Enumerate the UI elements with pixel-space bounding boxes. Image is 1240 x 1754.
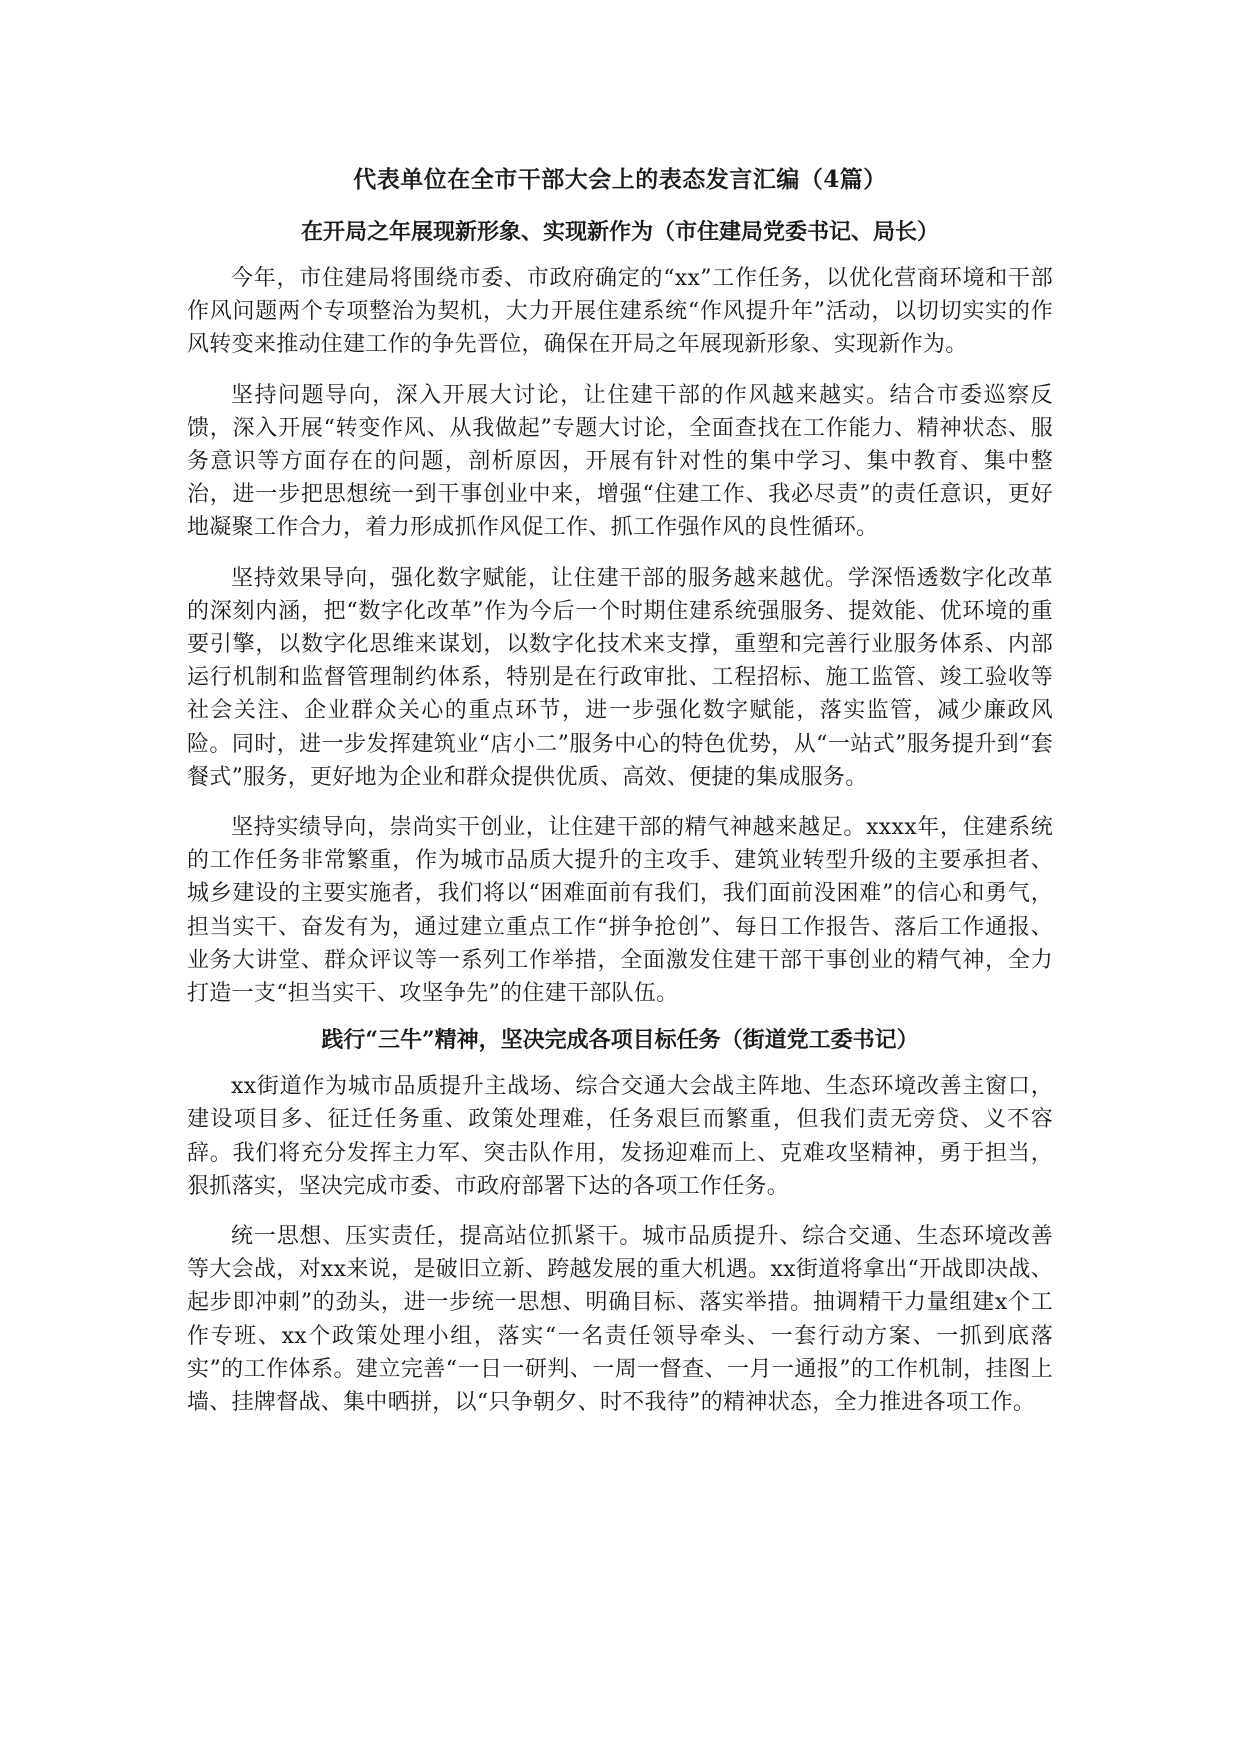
paragraph: 坚持实绩导向，崇尚实干创业，让住建干部的精气神越来越足。xxxx年，住建系统的工作任务非常繁重，作为城市品质大提升的主攻手、建筑业转型升级的主要承担者、城乡建设的主要实施者，我们将以“困难面前有我们，我们面前没困难”的信心和勇气，担当实干、奋发有为，通过建立重点工作“拼争抢创”、每日工作报告、落后工作通报、业务大讲堂、群众评议等一系列工作举措，全面激发住建干部干事创业的精气神，全力打造一支“担当实干、攻坚争先”的住建干部队伍。 xyxy=(187,815,1053,1007)
paragraph: 坚持问题导向，深入开展大讨论，让住建干部的作风越来越实。结合市委巡察反馈，深入开展“转变作风、从我做起”专题大讨论，全面查找在工作能力、精神状态、服务意识等方面存在的问题，剖析原因，开展有针对性的集中学习、集中教育、集中整治，进一步把思想统一到干事创业中来，增强“住建工作、我必尽责”的责任意识，更好地凝聚工作合力，着力形成抓作风促工作、抓工作强作风的良性循环。 xyxy=(187,382,1053,541)
paragraph: xx街道作为城市品质提升主战场、综合交通大会战主阵地、生态环境改善主窗口，建设项目多、征迁任务重、政策处理难，任务艰巨而繁重，但我们责无旁贷、义不容辞。我们将充分发挥主力军、突击队作用，发扬迎难而上、克难攻坚精神，勇于担当，狠抓落实，坚决完成市委、市政府部署下达的各项工作任务。 xyxy=(187,1074,1053,1199)
document-title: 代表单位在全市干部大会上的表态发言汇编（4篇） xyxy=(353,166,887,193)
paragraph: 今年，市住建局将围绕市委、市政府确定的“xx”工作任务，以优化营商环境和干部作风问题两个专项整治为契机，大力开展住建系统“作风提升年”活动，以切切实实的作风转变来推动住建工作的争先晋位，确保在开局之年展现新形象、实现新作为。 xyxy=(187,266,1053,358)
section-heading-housing-bureau: 在开局之年展现新形象、实现新作为（市住建局党委书记、局长） xyxy=(300,219,939,245)
paragraph: 坚持效果导向，强化数字赋能，让住建干部的服务越来越优。学深悟透数字化改革的深刻内涵，把“数字化改革”作为今后一个时期住建系统强服务、提效能、优环境的重要引擎，以数字化思维来谋划，以数字化技术来支撑，重塑和完善行业服务体系、内部运行机制和监督管理制约体系，特别是在行政审批、工程招标、施工监管、竣工验收等社会关注、企业群众关心的重点环节，进一步强化数字赋能，落实监管，减少廉政风险。同时，进一步发挥建筑业“店小二”服务中心的特色优势，从“一站式”服务提升到“套餐式”服务，更好地为企业和群众提供优质、高效、便捷的集成服务。 xyxy=(187,565,1053,790)
section-heading-street-committee: 践行“三牛”精神，坚决完成各项目标任务（街道党工委书记） xyxy=(321,1027,919,1054)
document-page xyxy=(187,160,1053,1419)
paragraph: 统一思想、压实责任，提高站位抓紧干。城市品质提升、综合交通、生态环境改善等大会战，对xx来说，是破旧立新、跨越发展的重大机遇。xx街道将拿出“开战即决战、起步即冲刺”的劲头，进一步统一思想、明确目标、落实举措。抽调精干力量组建x个工作专班、xx个政策处理小组，落实“一名责任领导牵头、一套行动方案、一抓到底落实”的工作体系。建立完善“一日一研判、一周一督查、一月一通报”的工作机制，挂图上墙、挂牌督战、集中晒拼，以“只争朝夕、时不我待”的精神状态，全力推进各项工作。 xyxy=(187,1224,1053,1416)
